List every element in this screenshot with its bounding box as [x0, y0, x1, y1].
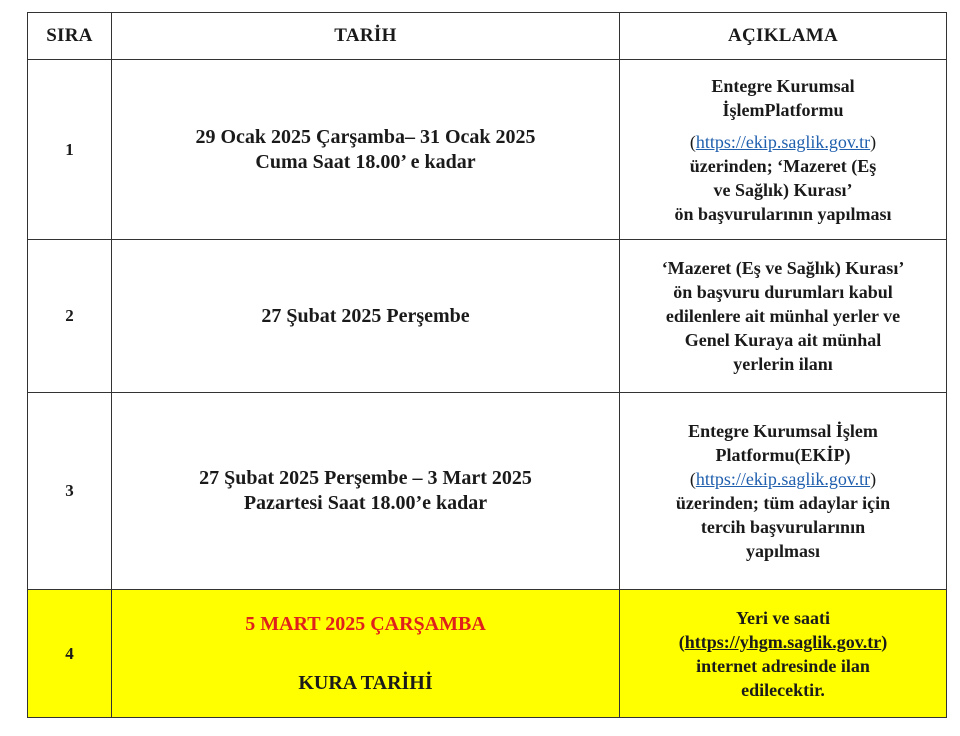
kura-date: 5 MART 2025 ÇARŞAMBA — [245, 612, 486, 635]
table-row — [28, 240, 947, 393]
row-date — [112, 60, 620, 240]
row-date — [112, 393, 620, 590]
description-line: tercih başvurularının — [700, 517, 866, 537]
description-line: ‘Mazeret (Eş ve Sağlık) Kurası’ — [661, 258, 905, 278]
description-line: Yeri ve saati — [736, 607, 830, 628]
link-line: (https://ekip.saglik.gov.tr) — [689, 131, 877, 152]
row-number: 1 — [28, 60, 112, 240]
header-sira: SIRA — [28, 13, 112, 60]
description-line: üzerinden; ‘Mazeret (Eş — [689, 155, 877, 176]
date-line: 27 Şubat 2025 Perşembe — [261, 304, 470, 327]
row-number: 4 — [28, 590, 112, 718]
row-date — [112, 240, 620, 393]
row-description — [620, 590, 947, 718]
date-line: 29 Ocak 2025 Çarşamba– 31 Ocak 2025 — [195, 125, 536, 148]
header-row — [28, 13, 947, 60]
row-description — [620, 60, 947, 240]
description-line: Genel Kuraya ait münhal — [684, 330, 882, 350]
ekip-link[interactable]: https://ekip.saglik.gov.tr — [695, 469, 871, 489]
row-description — [620, 240, 947, 393]
link-line: (https://ekip.saglik.gov.tr) — [689, 469, 877, 489]
description-line: İşlemPlatformu — [722, 99, 844, 120]
description-line: Platformu(EKİP) — [715, 445, 851, 465]
description-line: Entegre Kurumsal İşlem — [688, 421, 878, 441]
header-tarih: TARİH — [112, 13, 620, 60]
date-line: Cuma Saat 18.00’ e kadar — [255, 150, 476, 173]
header-aciklama: AÇIKLAMA — [620, 13, 947, 60]
kura-title: KURA TARİHİ — [298, 671, 433, 694]
schedule-table — [27, 12, 947, 718]
date-line: Pazartesi Saat 18.00’e kadar — [243, 492, 488, 514]
yhgm-link[interactable]: https://yhgm.saglik.gov.tr — [684, 631, 882, 652]
row-date — [112, 590, 620, 718]
description-line: ön başvuru durumları kabul — [673, 282, 893, 302]
row-description — [620, 393, 947, 590]
description-line: ön başvurularının yapılması — [674, 203, 892, 224]
ekip-link[interactable]: https://ekip.saglik.gov.tr — [695, 131, 871, 152]
date-line: 27 Şubat 2025 Perşembe – 3 Mart 2025 — [199, 467, 532, 489]
description-line: internet adresinde ilan — [696, 655, 870, 676]
description-line: edilenlere ait münhal yerler ve — [665, 306, 901, 326]
table-row — [28, 60, 947, 240]
description-line: yerlerin ilanı — [733, 354, 833, 374]
description-line: ve Sağlık) Kurası’ — [713, 179, 853, 200]
table-row-highlighted — [28, 590, 947, 718]
table-row — [28, 393, 947, 590]
description-line: edilecektir. — [741, 679, 825, 700]
row-number: 3 — [28, 393, 112, 590]
link-line: (https://yhgm.saglik.gov.tr) — [678, 631, 888, 652]
description-line: üzerinden; tüm adaylar için — [675, 493, 891, 513]
row-number: 2 — [28, 240, 112, 393]
description-line: yapılması — [745, 541, 820, 561]
description-line: Entegre Kurumsal — [711, 75, 855, 96]
